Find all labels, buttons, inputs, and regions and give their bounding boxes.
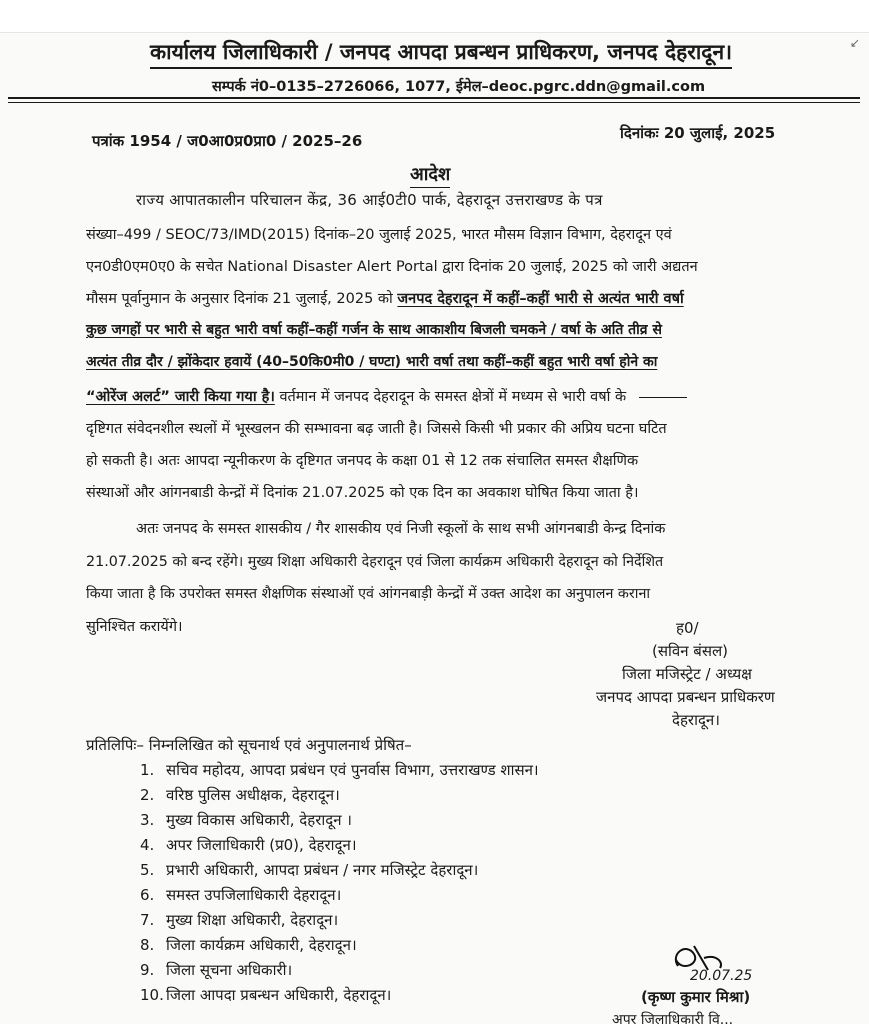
copy-to-title: प्रतिलिपिः– निम्नलिखित को सूचनार्थ एवं अनुपालनार्थ प्रेषित– [86,736,412,754]
copy-to-item [140,785,340,805]
copy-to-item [140,810,352,830]
copy-to-item-text: सचिव महोदय, आपदा प्रबंधन एवं पुनर्वास विभाग, उत्तराखण्ड शासन। [166,761,539,779]
continuation-dash [639,397,687,398]
copy-to-item-text: जिला कार्यक्रम अधिकारी, देहरादून। [166,936,357,954]
para1-line-10: संस्थाओं और आंगनबाडी केन्द्रों में दिनांक 21.07.2025 को एक दिन का अवकाश घोषित किया जाता है। [86,485,639,501]
copy-to-item-text: समस्त उपजिलाधिकारी देहरादून। [166,886,342,904]
para1-line-5: कुछ जगहों पर भारी से बहुत भारी वर्षा कहीं–कहीं गर्जन के साथ आकाशीय बिजली चमकने / वर्षा के अति तीव्र से [86,322,662,338]
copy-to-item-number: 3. [140,811,155,829]
copy-to-item-number: 6. [140,886,155,904]
signatory-designation: जिला मजिस्ट्रेट / अध्यक्ष [622,665,752,683]
letter-date: दिनांकः 20 जुलाई, 2025 [620,124,776,142]
para1-line-7 [86,386,687,406]
para2-line-1: अतः जनपद के समस्त शासकीय / गैर शासकीय एवं निजी स्कूलों के साथ सभी आंगनबाडी केन्द्र दिनांक [136,521,666,537]
copy-to-item-text: मुख्य शिक्षा अधिकारी, देहरादून। [166,911,339,929]
para1-line-7-rest: वर्तमान में जनपद देहरादून के समस्त क्षेत्रों में मध्यम से भारी वर्षा के [279,389,627,405]
letter-number: पत्रांक 1954 / ज0आ0प्र0प्रा0 / 2025–26 [92,132,363,150]
para2-line-2: 21.07.2025 को बन्द रहेंगे। मुख्य शिक्षा अधिकारी देहरादून एवं जिला कार्यक्रम अधिकारी देहरादून को निर्देशित [86,554,664,570]
copy-to-item-text: जिला सूचना अधिकारी। [166,961,293,979]
copy-to-item [140,760,539,780]
para1-line-6: अत्यंत तीव्र दौर / झोंकेदार हवायें (40–50कि0मी0 / घण्टा) भारी वर्षा तथा कहीं–कहीं बहुत भारी वर्षा होने का [86,354,658,370]
copy-to-item [140,885,341,905]
header-rule-thin [8,102,860,103]
top-band [0,0,869,33]
copy-to-item-text: जिला आपदा प्रबन्धन अधिकारी, देहरादून। [166,986,392,1004]
copy-to-item-text: प्रभारी अधिकारी, आपदा प्रबंधन / नगर मजिस्ट्रेट देहरादून। [166,861,479,879]
copy-to-item-number: 8. [140,936,155,954]
copy-to-item-number: 7. [140,911,155,929]
corner-mark: ↙ [850,36,861,50]
copy-to-item-text: अपर जिलाधिकारी (प्र0), देहरादून। [166,836,357,854]
copy-to-item-number: 2. [140,786,155,804]
signed-mark: ह0/ [676,619,699,637]
copy-to-item [140,910,338,930]
para1-line-9: हो सकती है। अतः आपदा न्यूनीकरण के दृष्टिगत जनपद के कक्षा 01 से 12 तक संचालित समस्त शैक्षणिक [86,453,639,469]
copy-to-item-text: मुख्य विकास अधिकारी, देहरादून । [166,811,352,829]
para1-line-4 [86,288,684,308]
para1-line-4-start: मौसम पूर्वानुमान के अनुसार दिनांक 21 जुलाई, 2025 को [86,291,393,307]
copy-to-item [140,860,478,880]
para1-line-1: राज्य आपातकालीन परिचालन केंद्र, 36 आई0टी0 पार्क, देहरादून उत्तराखण्ड के पत्र [136,191,603,209]
office-contact: सम्पर्क नं0–0135–2726066, 1077, ईमेल–deoc.pgrc.ddn@gmail.com [212,76,705,96]
signatory-place: देहरादून। [672,711,720,729]
header-rule [8,97,860,99]
copy-to-item [140,935,357,955]
copy-to-item [140,960,292,980]
copy-to-item-number: 10. [140,986,164,1004]
para1-line-8: दृष्टिगत संवेदनशील स्थलों में भूस्खलन की सम्भावना बढ़ जाती है। जिससे किसी भी प्रकार की अप्रिय घटना घटित [86,421,667,437]
copy-to-item-text: वरिष्ठ पुलिस अधीक्षक, देहरादून। [166,786,340,804]
copy-to-item [140,835,357,855]
para1-line-3: एन0डी0एम0ए0 के सचेत National Disaster Alert Portal द्वारा दिनांक 20 जुलाई, 2025 को जारी अद्यतन [86,259,698,275]
countersign-designation: अपर जिलाधिकारी वि... [612,1012,734,1028]
countersign-date: 20.07.25 [690,968,753,984]
signatory-authority: जनपद आपदा प्रबन्धन प्राधिकरण [596,688,775,706]
copy-to-item [140,985,391,1005]
copy-to-item-number: 1. [140,761,155,779]
copy-to-item-number: 4. [140,836,155,854]
para2-line-4: सुनिश्चित करायेंगे। [86,619,183,635]
orange-alert-text: “ओरेंज अलर्ट” जारी किया गया है। [86,389,275,405]
copy-to-item-number: 5. [140,861,155,879]
copy-to-item-number: 9. [140,961,155,979]
office-title: कार्यालय जिलाधिकारी / जनपद आपदा प्रबन्धन प्राधिकरण, जनपद देहरादून। [150,40,733,64]
order-title: आदेश [410,164,451,185]
para1-line-2: संख्या–499 / SEOC/73/IMD(2015) दिनांक–20 जुलाई 2025, भारत मौसम विज्ञान विभाग, देहरादून एवं [86,227,672,243]
para1-line-4-underlined: जनपद देहरादून में कहीं–कहीं भारी से अत्यंत भारी वर्षा [397,291,684,307]
countersign-name: (कृष्ण कुमार मिश्रा) [641,988,751,1006]
para2-line-3: किया जाता है कि उपरोक्त समस्त शैक्षणिक संस्थाओं एवं आंगनबाड़ी केन्द्रों में उक्त आदेश का अनुपालन कराना [86,586,651,602]
signatory-name: (सविन बंसल) [652,642,729,660]
